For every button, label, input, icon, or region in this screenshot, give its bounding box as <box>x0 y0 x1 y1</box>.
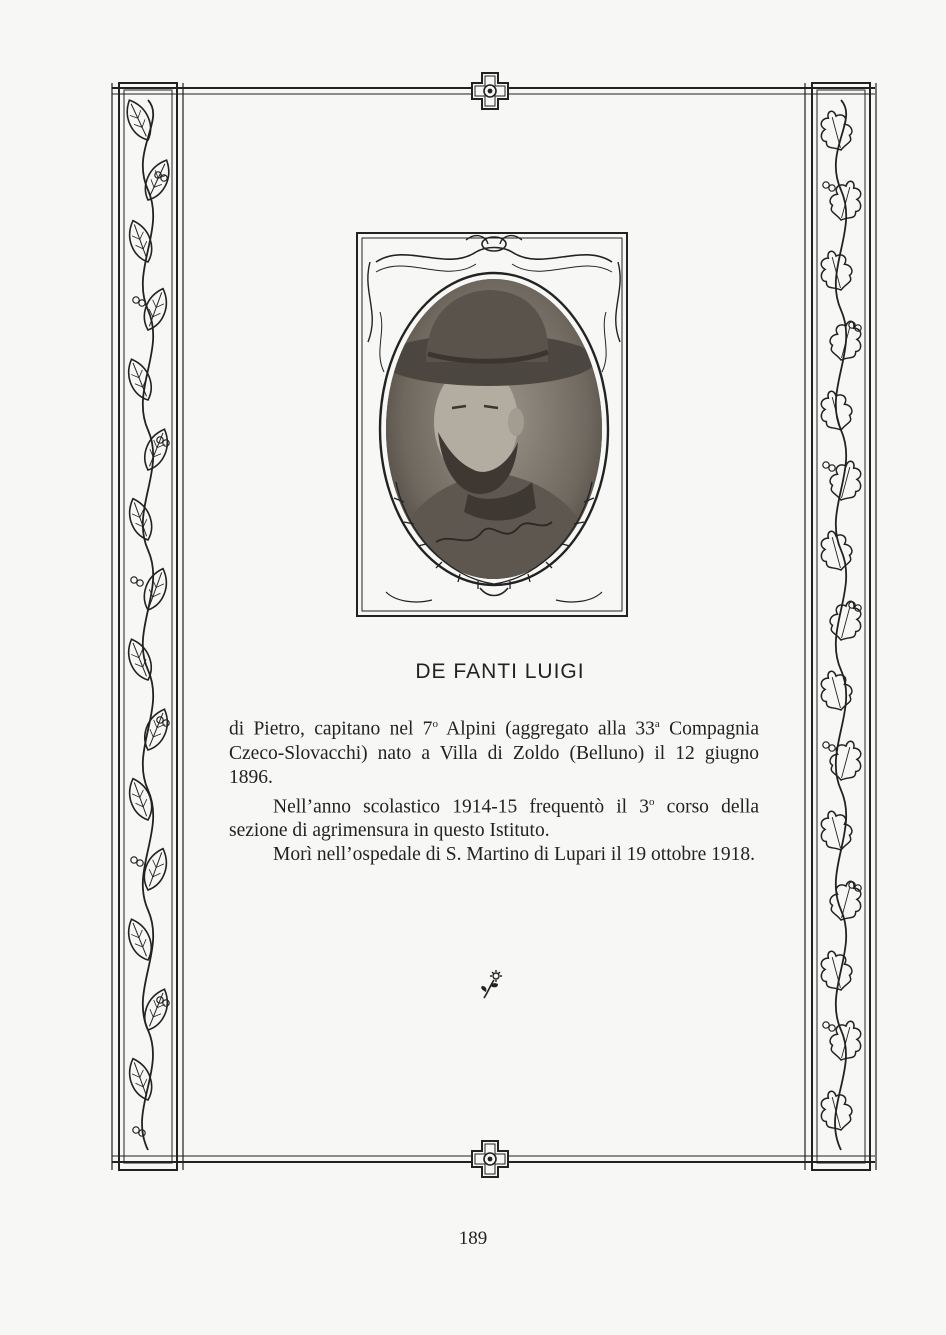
flower-ornament-icon <box>478 968 508 1002</box>
bio-superscript: o <box>649 795 655 808</box>
bio-text: Compagnia Czeco-Slovacchi) nato a Villa di Zoldo (Belluno) il 12 giugno 1896. <box>229 718 759 788</box>
person-name: DE FANTI LUIGI <box>415 660 585 683</box>
biography <box>229 712 759 867</box>
bio-text: corso della sezione di agrimensura in questo Istituto. <box>229 796 759 841</box>
bio-paragraph-1 <box>229 712 759 790</box>
cross-ornament-icon <box>472 1141 508 1177</box>
bio-text: Alpini (aggregato alla 33 <box>437 718 655 740</box>
bio-text: di Pietro, capitano nel 7 <box>229 718 433 740</box>
portrait-photo-icon <box>356 232 628 617</box>
bio-superscript: o <box>432 718 438 730</box>
bio-text: Nell’anno scolastico 1914-15 frequentò il 3 <box>273 796 650 817</box>
bio-superscript: a <box>654 718 660 730</box>
cross-ornament-icon <box>472 73 508 109</box>
bio-paragraph-3: Morì nell’ospedale di S. Martino di Lupari il 19 ottobre 1918. <box>273 844 756 865</box>
page-number: 189 <box>458 1228 488 1249</box>
bio-paragraph-2 <box>229 790 759 844</box>
